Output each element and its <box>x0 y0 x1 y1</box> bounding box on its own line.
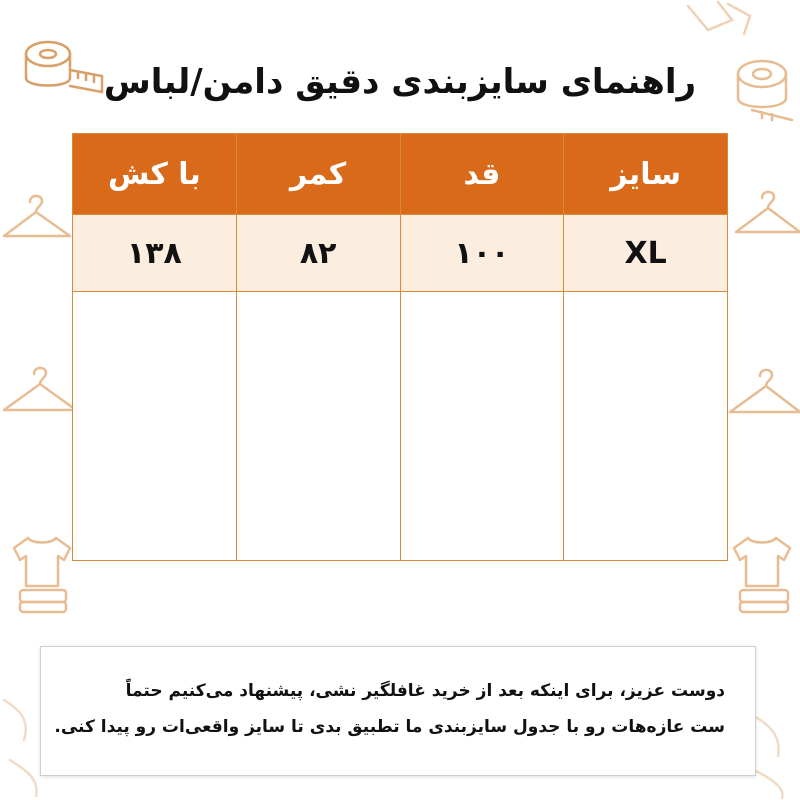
cell-waist: ۸۲ <box>236 215 400 292</box>
cell-size: XL <box>564 215 728 292</box>
measuring-tape-icon <box>722 54 800 124</box>
sizing-note <box>40 646 756 776</box>
note-line-1: دوست عزیز، برای اینکه بعد از خرید غافلگیر نشی، پیشنهاد می‌کنیم حتماً <box>125 681 725 701</box>
table-row <box>73 215 728 292</box>
column-header-elastic: با کش <box>73 134 237 215</box>
empty-cell <box>564 292 728 561</box>
tshirt-icon <box>724 534 800 614</box>
cell-height: ۱۰۰ <box>400 215 564 292</box>
table-header-row <box>73 134 728 215</box>
measuring-tape-icon <box>18 36 108 96</box>
hanger-icon <box>0 362 78 418</box>
column-header-size: سایز <box>564 134 728 215</box>
page-title: راهنمای سایزبندی دقیق دامن/لباس <box>103 62 697 102</box>
column-header-height: قد <box>400 134 564 215</box>
note-line-2: ست عازه‌هات رو با جدول سایزبندی ما تطبیق بدی تا سایز واقعی‌ات رو پیدا کنی. <box>54 717 725 737</box>
empty-cell <box>73 292 237 561</box>
cell-elastic: ۱۳۸ <box>73 215 237 292</box>
folded-clothes-icon <box>678 0 758 40</box>
size-table <box>72 133 728 561</box>
hanger-icon <box>0 188 72 244</box>
empty-cell <box>400 292 564 561</box>
column-header-waist: کمر <box>236 134 400 215</box>
empty-cell <box>236 292 400 561</box>
tshirt-icon <box>6 534 78 614</box>
hanger-icon <box>732 186 800 242</box>
hanger-icon <box>726 364 800 420</box>
empty-table-row <box>73 292 728 561</box>
